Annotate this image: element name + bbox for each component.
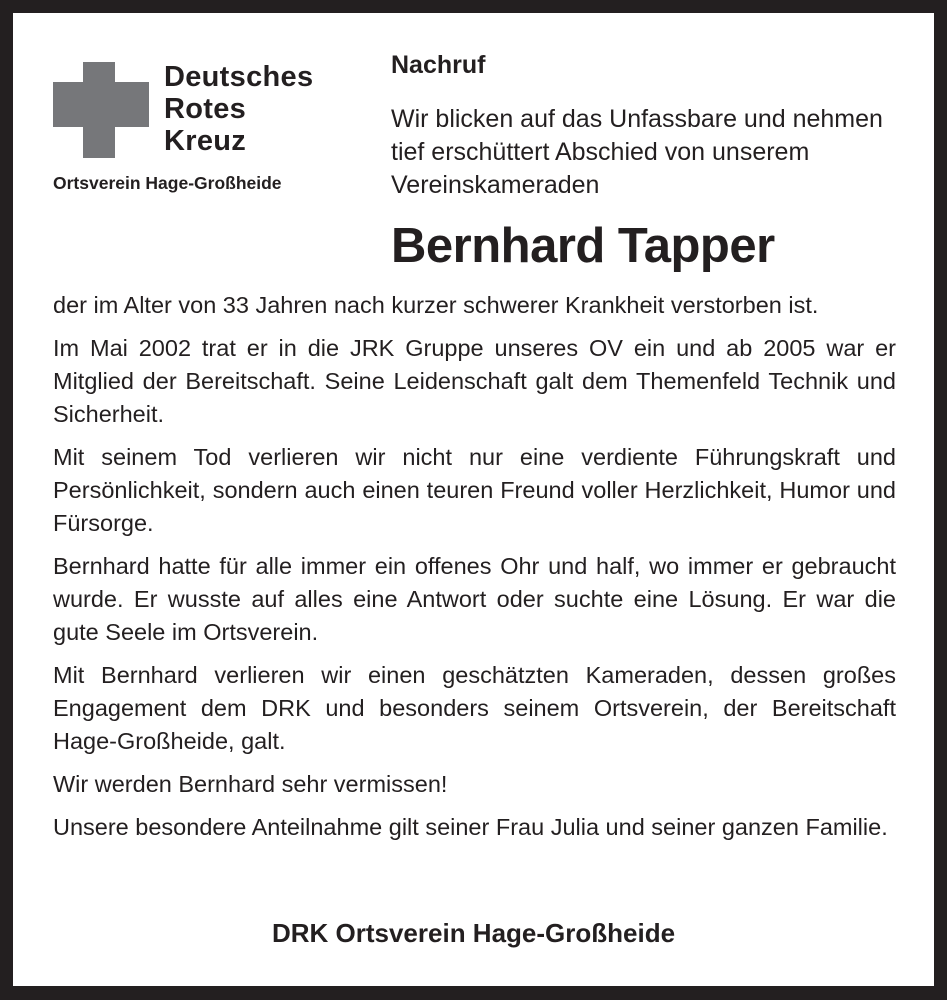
deceased-name: Bernhard Tapper: [391, 219, 775, 273]
logo-subtitle: Ortsverein Hage-Großheide: [53, 173, 282, 193]
paragraph: Mit Bernhard verlieren wir einen geschätzten Kameraden, dessen großes Engagement dem DRK und besonders seinem Ortsverein, der Bereitschaft Hage-Großheide, galt.: [53, 662, 896, 754]
paragraph: Wir werden Bernhard sehr vermissen!: [53, 771, 448, 797]
signature: DRK Ortsverein Hage-Großheide: [271, 918, 676, 948]
paragraph: der im Alter von 33 Jahren nach kurzer schwerer Krankheit verstorben ist.: [53, 292, 819, 318]
logo-line-1: Deutsches: [164, 61, 314, 93]
paragraph: Bernhard hatte für alle immer ein offenes Ohr und half, wo immer er gebraucht wurde. Er wusste auf alles eine Antwort oder suchte eine Lösung. Er war die gute Seele im Ortsverein.: [53, 553, 896, 645]
intro-text: Wir blicken auf das Unfassbare und nehmen tief erschüttert Abschied von unserem Vereinskameraden: [391, 105, 883, 199]
logo-line-3: Kreuz: [164, 125, 247, 157]
paragraph: Im Mai 2002 trat er in die JRK Gruppe unseres OV ein und ab 2005 war er Mitglied der Bereitschaft. Seine Leidenschaft galt dem Themenfeld Technik und Sicherheit.: [53, 335, 896, 427]
drk-logo-text: [164, 61, 313, 157]
paragraph: Unsere besondere Anteilnahme gilt seiner Frau Julia und seiner ganzen Familie.: [53, 814, 888, 840]
obituary-body: [53, 289, 896, 854]
red-cross-icon-horizontal: [53, 82, 149, 127]
paragraph: Mit seinem Tod verlieren wir nicht nur eine verdiente Führungskraft und Persönlichkeit, sondern auch einen teuren Freund voller Herzlichkeit, Humor und Fürsorge.: [53, 444, 896, 536]
logo-line-2: Rotes: [164, 93, 247, 125]
obituary-heading: Nachruf: [391, 51, 486, 79]
